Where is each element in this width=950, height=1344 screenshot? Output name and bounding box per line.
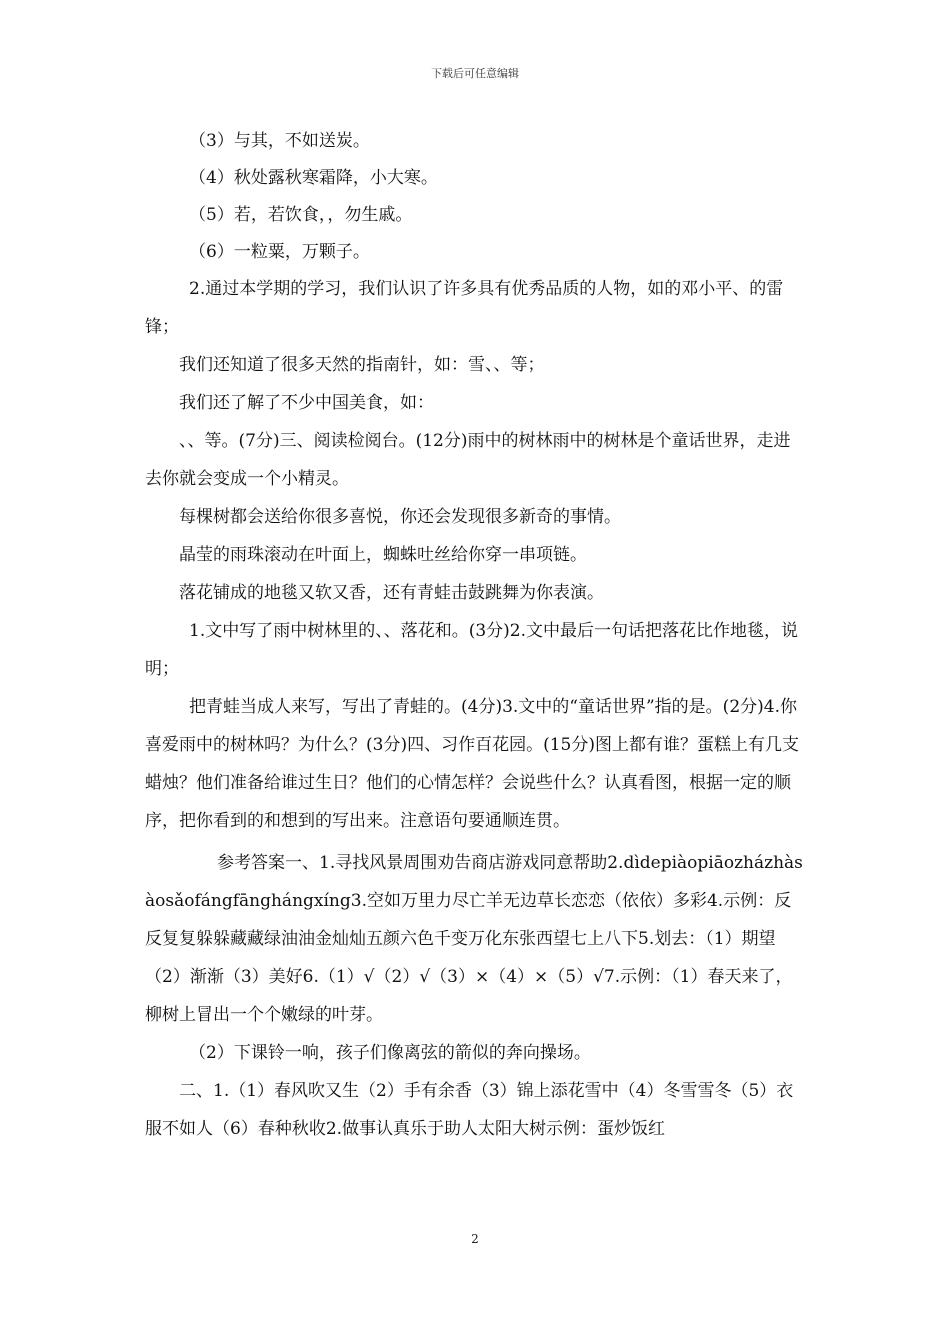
paragraph-reading-section: 、、等。(7分)三、阅读检阅台。(12分)雨中的树林雨中的树林是个童话世界，走进去你就会变成一个小精灵。 xyxy=(145,431,791,489)
document-body xyxy=(145,122,807,1148)
paragraph-story-1: 每棵树都会送给你很多喜悦，你还会发现很多新奇的事情。 xyxy=(179,507,621,527)
paragraph-answer-example-2: （2）下课铃一响，孩子们像离弦的箭似的奔向操场。 xyxy=(189,1043,591,1063)
paragraph-story-2: 晶莹的雨珠滚动在叶面上，蜘蛛吐丝给你穿一串项链。 xyxy=(179,545,587,565)
paragraph-idiom-3: （3）与其，不如送炭。 xyxy=(189,131,370,151)
paragraph-story-3: 落花铺成的地毯又软又香，还有青蛙击鼓跳舞为你表演。 xyxy=(179,583,604,603)
paragraph-writing-section: 把青蛙当成人来写，写出了青蛙的。(4分)3.文中的“童话世界”指的是。(2分)4.你喜爱雨中的树林吗？为什么？(3分)四、习作百花园。(15分)图上都有谁？蛋糕上有几支蜡烛？他们准备给谁过生日？他们的心情怎样？会说些什么？认真看图，根据一定的顺序，把你看到的和想到的写出来。注意语句要通顺连贯。 xyxy=(145,697,799,831)
paragraph-answer-part-2: 二、1.（1）春风吹又生（2）手有余香（3）锦上添花雪中（4）冬雪雪冬（5）衣服不如人（6）春种秋收2.做事认真乐于助人太阳大树示例：蛋炒饭红 xyxy=(145,1081,794,1139)
paragraph-question-2: 2.通过本学期的学习，我们认识了许多具有优秀品质的人物，如的邓小平、的雷锋； xyxy=(145,279,784,337)
paragraph-reading-questions: 1.文中写了雨中树林里的、、落花和。(3分)2.文中最后一句话把落花比作地毯，说明； xyxy=(145,621,799,679)
page-header: 下载后可任意编辑 xyxy=(431,67,519,80)
paragraph-idiom-5: （5）若，若饮食，，勿生戚。 xyxy=(189,205,413,225)
paragraph-idiom-6: （6）一粒粟，万颗子。 xyxy=(189,242,370,262)
paragraph-compass: 我们还知道了很多天然的指南针，如：雪、、等； xyxy=(179,355,545,375)
page-number: 2 xyxy=(471,1232,479,1246)
paragraph-food: 我们还了解了不少中国美食，如： xyxy=(179,393,434,413)
paragraph-idiom-4: （4）秋处露秋寒霜降，小大寒。 xyxy=(189,168,438,188)
paragraph-answer-key: 参考答案一、1.寻找风景周围劝告商店游戏同意帮助2.dìdepiàopiāozházhàsàosǎofángfānghángxíng3.空如万里力尽亡羊无边草长恋恋（依依）多彩4.示例：反反复复躲躲藏藏绿油油金灿灿五颜六色千变万化东张西望七上八下5.划去：（1）期望（2）渐渐（3）美好6.（1）√（2）√（3）×（4）×（5）√7.示例：（1）春天来了，柳树上冒出一个个嫩绿的叶芽。 xyxy=(145,853,803,1025)
